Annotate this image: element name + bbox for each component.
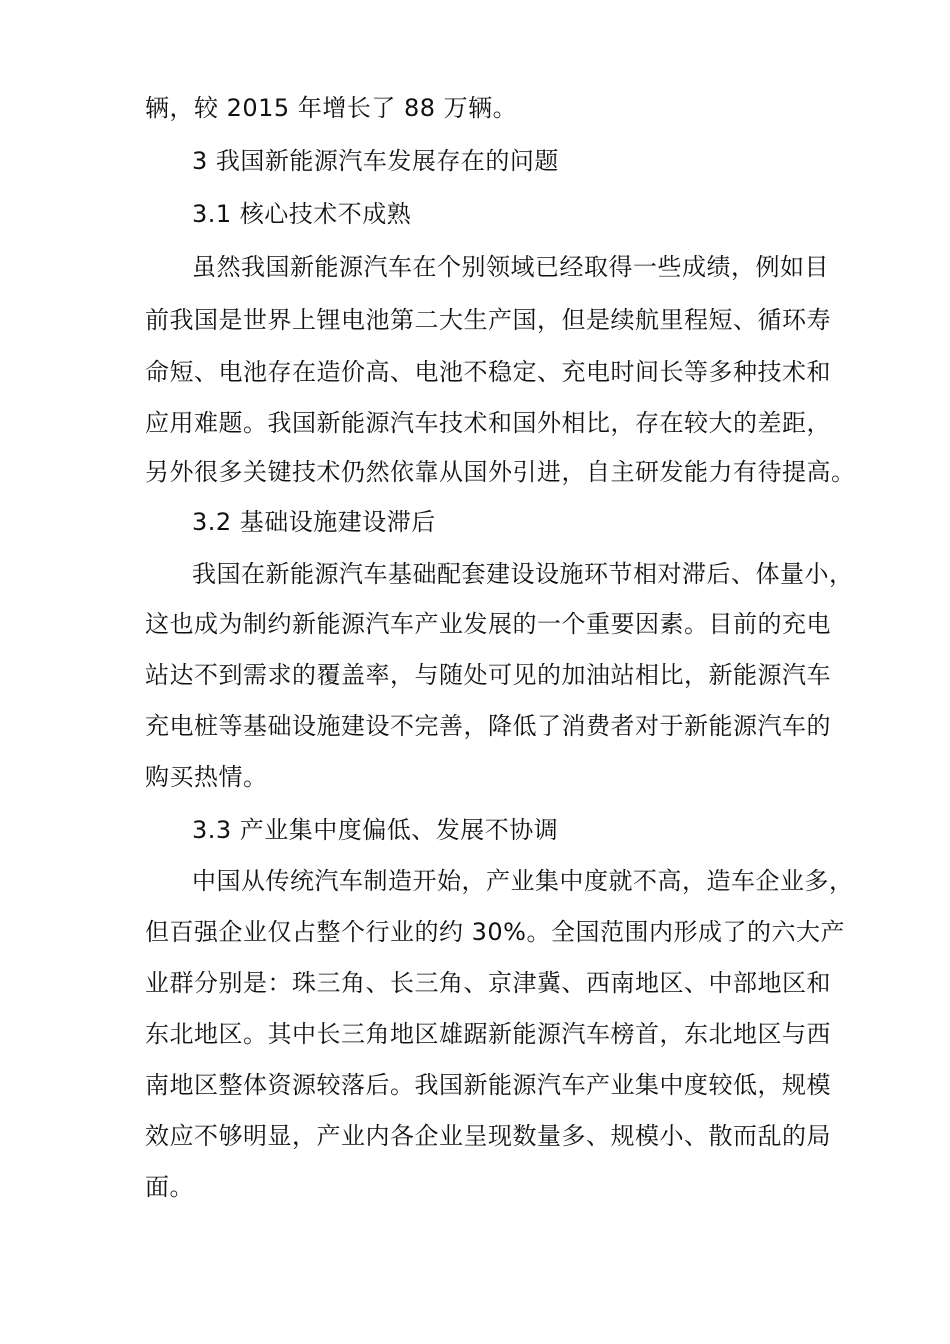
subsection-heading: 3.1 核心技术不成熟: [192, 200, 412, 228]
body-text-line: 另外很多关键技术仍然依靠从国外引进，自主研发能力有待提高。: [145, 458, 856, 486]
subsection-heading: 3.3 产业集中度偏低、发展不协调: [192, 816, 559, 844]
subsection-heading: 3.2 基础设施建设滞后: [192, 508, 436, 536]
body-text-line: 我国在新能源汽车基础配套建设设施环节相对滞后、体量小，: [192, 560, 854, 588]
body-text-line: 站达不到需求的覆盖率，与随处可见的加油站相比，新能源汽车: [145, 661, 831, 689]
section-heading: 3 我国新能源汽车发展存在的问题: [192, 147, 559, 175]
body-text-line: 面。: [145, 1173, 194, 1201]
body-text-line: 南地区整体资源较落后。我国新能源汽车产业集中度较低，规模: [145, 1071, 831, 1099]
body-text-line: 这也成为制约新能源汽车产业发展的一个重要因素。目前的充电: [145, 610, 831, 638]
body-text-line: 充电桩等基础设施建设不完善，降低了消费者对于新能源汽车的: [145, 712, 831, 740]
body-text-line: 业群分别是：珠三角、长三角、京津冀、西南地区、中部地区和: [145, 969, 831, 997]
body-text-line: 应用难题。我国新能源汽车技术和国外相比，存在较大的差距，: [145, 409, 831, 437]
body-text-line: 购买热情。: [145, 763, 268, 791]
body-text-line: 效应不够明显，产业内各企业呈现数量多、规模小、散而乱的局: [145, 1122, 831, 1150]
body-text-line: 虽然我国新能源汽车在个别领域已经取得一些成绩，例如目: [192, 253, 829, 281]
body-text-line: 东北地区。其中长三角地区雄踞新能源汽车榜首，东北地区与西: [145, 1020, 831, 1048]
body-text-line: 命短、电池存在造价高、电池不稳定、充电时间长等多种技术和: [145, 358, 831, 386]
body-text-line: 中国从传统汽车制造开始，产业集中度就不高，造车企业多，: [192, 867, 854, 895]
body-text-line: 前我国是世界上锂电池第二大生产国，但是续航里程短、循环寿: [145, 306, 831, 334]
body-text-line: 但百强企业仅占整个行业的约 30%。全国范围内形成了的六大产: [145, 918, 845, 946]
body-text-line: 辆，较 2015 年增长了 88 万辆。: [145, 94, 518, 122]
